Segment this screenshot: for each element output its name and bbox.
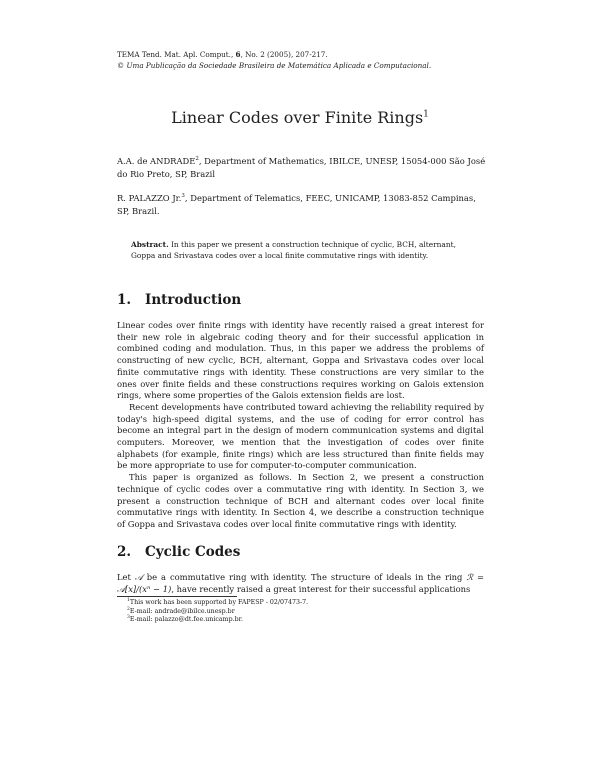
paper-title: Linear Codes over Finite Rings$^1$ xyxy=(171,108,429,127)
cyclic-codes-body xyxy=(117,572,484,595)
footnotes xyxy=(117,599,484,625)
journal-citation: TEMA Tend. Mat. Apl. Comput., 6, No. 2 (2005), 207-217. xyxy=(117,50,328,59)
footnote-3: $^3$E-mail: palazzo@dt.fee.unicamp.br. xyxy=(127,615,243,624)
author-1: A.A. de ANDRADE$^2$, Department of Mathematics, IBILCE, UNESP, 15054-000 São José do Rio Preto, SP, Brazil xyxy=(117,156,486,179)
footnote-rule xyxy=(117,596,237,597)
ring-R-symbol: ℛ xyxy=(466,572,474,582)
quotient-ring-expression: 𝒜[x]/(xⁿ − 1) xyxy=(117,583,172,594)
section-heading-introduction: 1. Introduction xyxy=(117,292,242,308)
paragraph: This paper is organized as follows. In Section 2, we present a construction technique of cyclic codes over a commutative ring with identity. In Section 3, we present a construction technique of BCH and alternant codes over local finite commutative rings with identity. In Section 4, we describe a construction technique of Goppa and Srivastava codes over local finite commutative rings with identity. xyxy=(117,472,484,529)
section-heading-cyclic-codes: 2. Cyclic Codes xyxy=(117,544,241,560)
paragraph: Recent developments have contributed toward achieving the reliability required by today's high-speed digital systems, and the use of coding for error control has become an integral part in the design of modern communication systems and digital computers. Moreover, we mention that the investigation of codes over finite alphabets (for example, finite rings) which are less structured than finite fields may be more appropriate to use for computer-to-computer communication. xyxy=(117,401,484,471)
paragraph: Linear codes over finite rings with identity have recently raised a great interest for their new role in algebraic coding theory and for their successful application in combined coding and modulation. Thus, in this paper we address the problems of constructing of new cyclic, BCH, alternant, Goppa and Srivastava codes over local finite commutative rings with identity. These constructions are very similar to the ones over finite fields and these constructions requires working on Galois extension rings, where some properties of the Galois extension fields are lost. xyxy=(117,320,484,401)
title-footnote-mark: 1 xyxy=(423,109,429,120)
journal-publisher: © Uma Publicação da Sociedade Brasileira de Matemática Aplicada e Computacional. xyxy=(117,61,432,70)
introduction-body xyxy=(117,320,484,531)
abstract xyxy=(131,240,471,262)
abstract-text: In this paper we present a construction technique of cyclic, BCH, alternant, Goppa and Srivastava codes over a local finite commutative rings with identity. xyxy=(131,240,456,260)
abstract-label: Abstract. xyxy=(131,240,169,249)
footnote-2: $^2$E-mail: andrade@ibilce.unesp.br xyxy=(127,606,235,615)
author-name: R. PALAZZO Jr. xyxy=(117,193,182,203)
author-affiliation: , Department of Telematics, FEEC, UNICAMP, 13083-852 Campinas, SP, Brazil. xyxy=(117,193,476,216)
ring-A-symbol: 𝒜 xyxy=(134,572,143,582)
footnote-1: $^1$This work has been supported by FAPESP - 02/07473-7. xyxy=(127,597,309,606)
author-affiliation: , Department of Mathematics, IBILCE, UNESP, 15054-000 São José do Rio Preto, SP, Brazil xyxy=(117,156,486,179)
journal-header xyxy=(117,49,431,71)
paragraph: Let 𝒜 be a commutative ring with identity. The structure of ideals in the ring ℛ = 𝒜[x]/(xⁿ − 1), have recently raised a great interest for their successful applications xyxy=(117,572,484,594)
author-name: A.A. de ANDRADE xyxy=(117,156,196,166)
author-2: R. PALAZZO Jr.$^3$, Department of Telematics, FEEC, UNICAMP, 13083-852 Campinas, SP, Brazil. xyxy=(117,193,476,216)
